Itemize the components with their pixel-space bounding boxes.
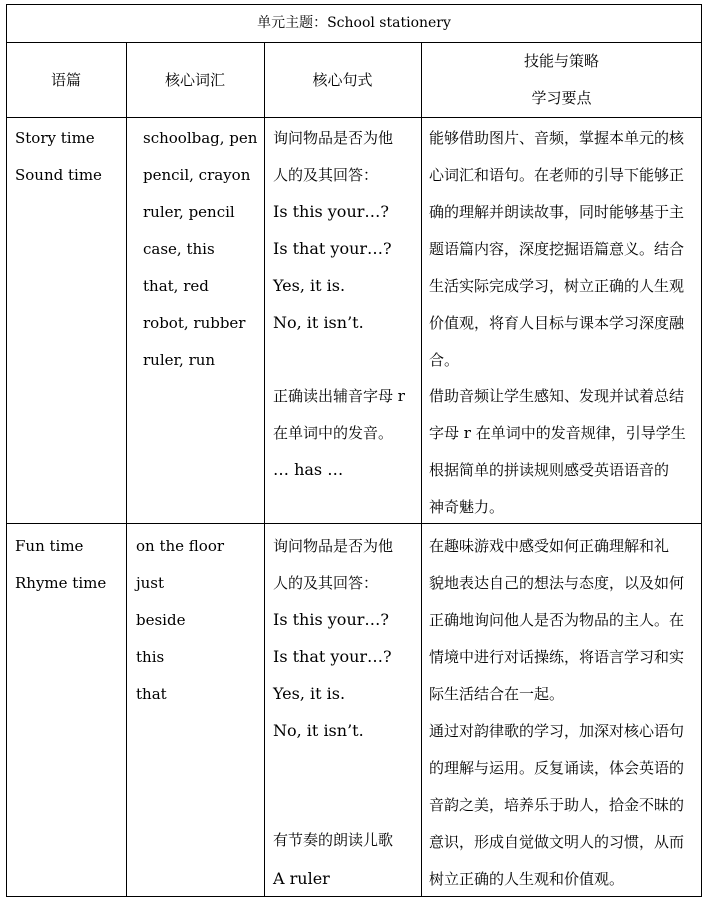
sound-line: … has … — [273, 460, 344, 479]
header-vocab: 核心词汇 — [164, 71, 225, 89]
rhyme-line: 有节奏的朗读儿歌 — [273, 831, 394, 849]
section-name: Sound time — [15, 166, 102, 184]
sentence-line: 询问物品是否为他 — [273, 129, 394, 147]
sentence-line: No, it isn’t. — [273, 721, 364, 740]
skills-line: 根据简单的拼读规则感受英语语音的 — [429, 461, 670, 479]
skills-line: 生活实际完成学习，树立正确的人生观 — [429, 277, 685, 295]
divider-col3 — [421, 42, 422, 897]
sound-line: 在单词中的发音。 — [273, 424, 394, 442]
skills-line: 正确地询问他人是否为物品的主人。在 — [429, 611, 685, 629]
skills-line: 意识，形成自觉做文明人的习惯，从而 — [429, 833, 685, 851]
header-sentence: 核心句式 — [312, 71, 373, 89]
vocab-item: that — [136, 685, 167, 703]
skills-line: 借助音频让学生感知、发现并试着总结 — [429, 387, 685, 405]
section-name: Rhyme time — [15, 574, 107, 592]
vocab-item: just — [136, 574, 165, 592]
vocab-item: case, this — [143, 240, 215, 258]
sentence-line: No, it isn’t. — [273, 313, 364, 332]
rhyme-line: A ruler — [273, 869, 330, 888]
skills-line: 心词汇和语句。在老师的引导下能够正 — [429, 166, 685, 184]
vocab-item: on the floor — [136, 537, 225, 555]
section-name: Fun time — [15, 537, 84, 555]
sound-line: 正确读出辅音字母 r — [273, 387, 405, 405]
header-key-points: 学习要点 — [531, 89, 592, 107]
divider-col2 — [264, 42, 265, 897]
sentence-line: Is that your…? — [273, 647, 392, 666]
divider-row1 — [6, 523, 702, 524]
vocab-item: this — [136, 648, 165, 666]
skills-line: 能够借助图片、音频，掌握本单元的核 — [429, 129, 685, 147]
sentence-line: 人的及其回答： — [273, 574, 379, 592]
skills-line: 字母 r 在单词中的发音规律，引导学生 — [429, 424, 686, 442]
skills-line: 通过对韵律歌的学习，加深对核心语句 — [429, 722, 685, 740]
skills-line: 貌地表达自己的想法与态度，以及如何 — [429, 574, 685, 592]
sentence-line: Is this your…? — [273, 202, 389, 221]
sentence-line: 询问物品是否为他 — [273, 537, 394, 555]
skills-line: 在趣味游戏中感受如何正确理解和礼 — [429, 537, 670, 555]
sentence-line: 人的及其回答： — [273, 166, 379, 184]
sentence-line: Is this your…? — [273, 610, 389, 629]
vocab-item: beside — [136, 611, 186, 629]
sentence-line: Yes, it is. — [273, 684, 346, 703]
header-section: 语篇 — [50, 71, 81, 89]
unit-title: 单元主题：School stationery — [257, 15, 451, 31]
divider-title — [6, 42, 702, 43]
skills-line: 价值观，将育人目标与课本学习深度融 — [429, 314, 685, 332]
skills-line: 神奇魅力。 — [429, 498, 505, 516]
vocab-item: ruler, run — [143, 351, 216, 369]
vocab-item: schoolbag, pen — [143, 129, 258, 147]
sentence-line: Yes, it is. — [273, 276, 346, 295]
sentence-line: Is that your…? — [273, 239, 392, 258]
skills-line: 的理解与运用。反复诵读，体会英语的 — [429, 759, 685, 777]
skills-line: 际生活结合在一起。 — [429, 685, 565, 703]
section-name: Story time — [15, 129, 95, 147]
skills-line: 情境中进行对话操练，将语言学习和实 — [429, 648, 685, 666]
header-skills: 技能与策略 — [523, 52, 599, 70]
vocab-item: pencil, crayon — [143, 166, 251, 184]
divider-header — [6, 117, 702, 118]
skills-line: 音韵之美，培养乐于助人，拾金不昧的 — [429, 796, 685, 814]
skills-line: 树立正确的人生观和价值观。 — [429, 870, 625, 888]
divider-col1 — [126, 42, 127, 897]
vocab-item: ruler, pencil — [143, 203, 235, 221]
vocab-item: robot, rubber — [143, 314, 246, 332]
skills-line: 确的理解并朗读故事，同时能够基于主 — [429, 203, 685, 221]
skills-line: 合。 — [429, 351, 460, 369]
skills-line: 题语篇内容，深度挖掘语篇意义。结合 — [429, 240, 685, 258]
vocab-item: that, red — [143, 277, 209, 295]
